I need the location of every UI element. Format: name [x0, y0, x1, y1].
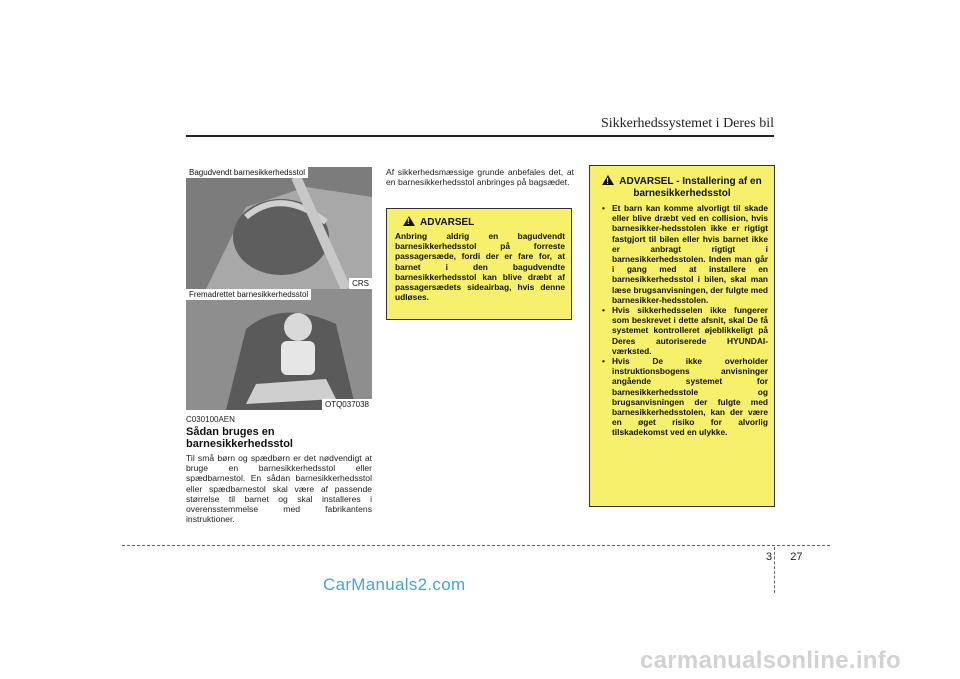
- warning-title: !ADVARSEL: [395, 216, 565, 228]
- page-header-title: Sikkerhedssystemet i Deres bil: [600, 116, 774, 131]
- warning-list-item: • Hvis sikkerhedsselen ikke fungerer som beskrevet i dette afsnit, skal De få systemet kontrolleret øjeblikkeligt på Deres autoriserede HYUNDAI-værksted.: [596, 305, 768, 356]
- section-heading: Sådan bruges en barnesikkerhedsstol: [186, 426, 293, 450]
- warning-list: [596, 203, 768, 438]
- chapter-number: 3: [766, 551, 773, 563]
- watermark-carmanuals2[interactable]: CarManuals2.com: [323, 575, 466, 594]
- page-number: [766, 551, 803, 563]
- section-body: Til små børn og spædbørn er det nødvendigt at bruge en barnesikkerhedsstol eller spædbarnestol. En sådan barnesikkerhedsstol eller spædbarnestol skal være af passende størrelse til barnet og skal installeres i overensstemmelse med fabrikantens instruktioner.: [186, 453, 372, 525]
- watermark-carmanualsonline[interactable]: carmanualsonline.info: [640, 647, 902, 674]
- photo-rear-facing-seat: [186, 167, 372, 289]
- warning-box-installation: [589, 165, 775, 507]
- footer-dashed-rule: [122, 545, 830, 546]
- section-code: C030100AEN: [186, 415, 235, 424]
- warning-triangle-icon: [403, 216, 415, 226]
- forward-facing-seat-illustration: [186, 289, 372, 410]
- column2-intro: Af sikkerhedsmæssige grunde anbefales det, at en barnesikkerhedsstol anbringes på bagsædet.: [386, 167, 574, 188]
- warning-list-item: • Et barn kan komme alvorligt til skade eller blive dræbt ved en collision, hvis barnesikker-hedsstolen ikke er rigtigt fastgjort til bilen eller hvis barnet ikke er anbragt rigtigt i barnesikkerhedsstolen. Inden man går i gang med at installere en barnesikkerhedsstol i bilen, skal man læse brugsanvisningen, der fulgte med barnesikker-hedsstolen.: [596, 203, 768, 305]
- header-rule: [186, 135, 774, 137]
- photo-code: CRS: [349, 278, 372, 289]
- rear-facing-seat-illustration: [186, 167, 372, 289]
- warning-title: !ADVARSEL - Installering af en barnesikkerhedsstol: [596, 175, 768, 200]
- warning-body: Anbring aldrig en bagudvendt barnesikkerhedsstol på forreste passagersæde, fordi der er fare for, at barnet i den bagudvendte barnesikkerhedsstol kan blive dræbt af passagersædets sideairbag, hvis denne udløses.: [395, 231, 565, 303]
- photo-label: Bagudvendt barnesikkerhedsstol: [186, 167, 308, 178]
- photo-label: Fremadrettet barnesikkerhedsstol: [186, 289, 311, 300]
- warning-list-item: • Hvis De ikke overholder instruktionsbogens anvisninger angående systemet for barnesikkerhedsstole og brugsanvisningen der fulgte med barnesikkerhedsstolen, kan der være en øget risiko for alvorlig tilskadekomst ved en ulykke.: [596, 356, 768, 438]
- warning-triangle-icon: [602, 175, 614, 185]
- photo-forward-facing-seat: [186, 289, 372, 410]
- warning-box-airbag: [386, 208, 572, 320]
- photo-code: OTQ037038: [322, 399, 372, 410]
- page-number-value: 27: [790, 551, 803, 563]
